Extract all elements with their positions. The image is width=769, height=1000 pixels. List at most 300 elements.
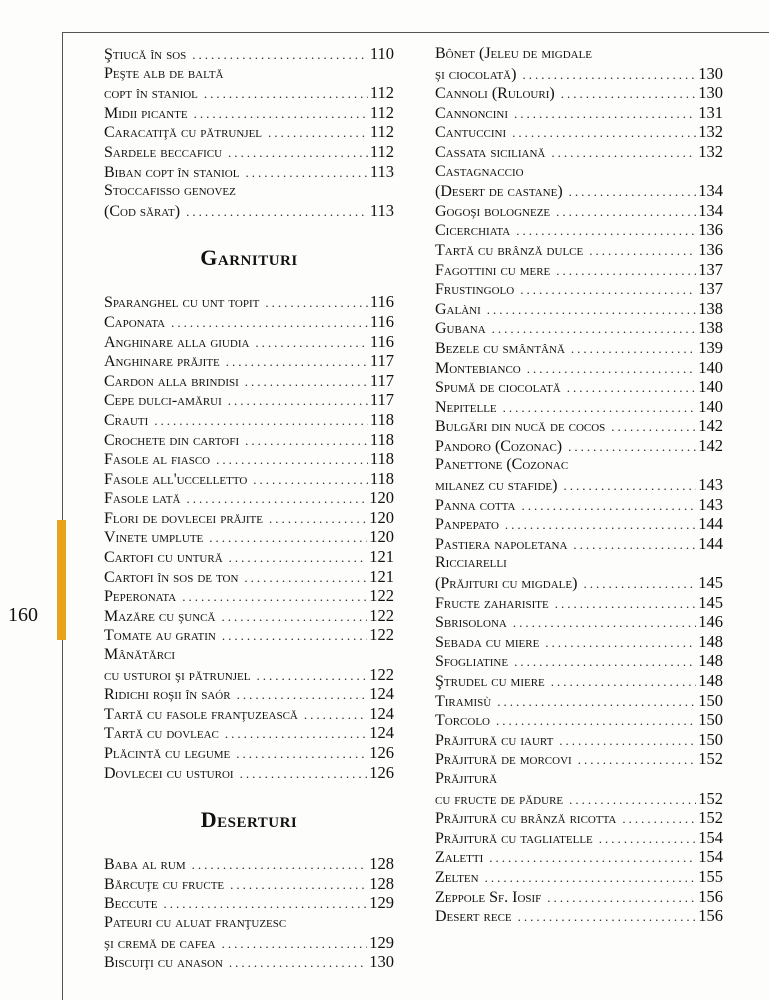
entry-title: Zaletti (435, 849, 484, 867)
entry-title: Castagnaccio (435, 162, 524, 180)
toc-entry (435, 573, 723, 593)
toc-entry (435, 553, 723, 573)
entry-page-number: 152 (698, 749, 723, 769)
entry-title: Anghinare prăjite (104, 353, 220, 371)
toc-entry (435, 593, 723, 613)
entry-title: Pastiera napoletana (435, 535, 568, 553)
dot-leader (186, 489, 367, 509)
section-deserturi-list (104, 854, 394, 972)
entry-title: Biscuiţi cu anason (104, 954, 223, 972)
toc-entry (104, 201, 394, 221)
entry-title: Cartofi în sos de ton (104, 568, 239, 586)
toc-entry (435, 534, 723, 554)
entry-title: Sebada cu miere (435, 633, 540, 651)
entry-title: Vinete umplute (104, 529, 204, 547)
dot-leader (269, 509, 367, 529)
dot-leader (237, 685, 368, 705)
toc-entry (104, 893, 394, 913)
dot-leader (236, 744, 367, 764)
dot-leader (216, 450, 368, 470)
frame-top-border (62, 32, 769, 33)
toc-entry (104, 181, 394, 201)
entry-page-number: 128 (369, 854, 394, 874)
entry-title: Ricciarelli (435, 554, 507, 572)
toc-entry (435, 162, 723, 182)
entry-page-number: 124 (369, 703, 394, 723)
entry-page-number: 150 (698, 690, 723, 710)
entry-title: Caracatiţă cu pătrunjel (104, 124, 263, 142)
dot-leader (256, 666, 367, 686)
entry-page-number: 140 (698, 357, 723, 377)
entry-title: Anghinare alla giudia (104, 333, 250, 351)
toc-entry (104, 625, 394, 645)
dot-leader (512, 123, 696, 143)
entry-page-number: 122 (369, 586, 394, 606)
heading-deserturi: Deserturi (200, 807, 298, 833)
entry-page-number: 138 (698, 318, 723, 338)
entry-page-number: 144 (698, 514, 723, 534)
dot-leader (492, 319, 697, 339)
entry-title: Fructe zaharisite (435, 594, 549, 612)
entry-page-number: 122 (369, 625, 394, 645)
toc-entry (104, 606, 394, 626)
entry-title: Spumă de ciocolată (435, 379, 561, 397)
dot-leader (228, 391, 368, 411)
toc-entry (104, 567, 394, 587)
toc-entry (435, 514, 723, 534)
dot-leader (578, 750, 697, 770)
toc-entry (104, 430, 394, 450)
toc-entry (435, 455, 723, 475)
dot-leader (521, 496, 696, 516)
dot-leader (545, 633, 696, 653)
entry-title: Sbrisolona (435, 614, 507, 632)
dot-leader (555, 594, 697, 614)
entry-title: Bărcuţe cu fructe (104, 875, 225, 893)
dot-leader (192, 45, 368, 65)
dot-leader (163, 894, 367, 914)
entry-page-number: 128 (369, 873, 394, 893)
entry-title: Crochete din cartofi (104, 431, 240, 449)
entry-page-number: 112 (369, 102, 394, 122)
toc-entry (104, 64, 394, 84)
dot-leader (226, 352, 368, 372)
toc-entry (435, 808, 723, 828)
entry-page-number: 132 (698, 122, 723, 142)
toc-entry (104, 390, 394, 410)
left-column (104, 44, 394, 972)
toc-entry (435, 906, 723, 926)
entry-page-number: 126 (369, 743, 394, 762)
dot-leader (245, 372, 368, 392)
entry-page-number: 121 (369, 547, 394, 567)
entry-title: Cartofi cu untură (104, 549, 223, 567)
entry-page-number: 122 (369, 605, 394, 625)
toc-entry (104, 874, 394, 894)
toc-entry (435, 612, 723, 632)
entry-page-number: 118 (369, 409, 394, 429)
toc-entry (435, 828, 723, 848)
dot-leader (561, 84, 697, 104)
dot-leader (569, 182, 697, 202)
toc-entry (435, 358, 723, 378)
entry-page-number: 131 (698, 102, 723, 122)
entry-page-number: 122 (369, 664, 394, 684)
entry-title: Frustingolo (435, 281, 515, 299)
entry-page-number: 124 (369, 723, 394, 743)
entry-page-number: 113 (369, 200, 394, 220)
toc-entry (435, 318, 723, 338)
dot-leader (556, 202, 696, 222)
toc-entry (104, 645, 394, 665)
entry-title: Zeppole Sf. Iosif (435, 888, 542, 906)
toc-entry (435, 299, 723, 319)
entry-title: Gogoşi bologneze (435, 202, 551, 220)
entry-title: Dovlecei cu usturoi (104, 764, 234, 782)
entry-title: Sparanghel cu unt topit (104, 294, 260, 312)
entry-page-number: 142 (698, 435, 723, 455)
toc-entry (104, 351, 394, 371)
entry-page-number: 130 (698, 63, 723, 83)
entry-page-number: 118 (369, 468, 394, 488)
dot-leader (192, 855, 368, 875)
dot-leader (589, 241, 696, 261)
entry-title: Sfogliatine (435, 653, 509, 671)
toc-entry (104, 142, 394, 162)
dot-leader (514, 652, 696, 672)
toc-entry (104, 508, 394, 528)
dot-leader (503, 398, 697, 418)
entry-title: Prăjitură cu brânză ricotta (435, 810, 617, 828)
dot-leader (611, 417, 696, 437)
entry-title: milanez cu stafide) (435, 477, 558, 495)
dot-leader (240, 764, 368, 784)
entry-page-number: 143 (698, 475, 723, 495)
entry-page-number: 145 (698, 573, 723, 593)
dot-leader (229, 548, 368, 568)
dot-leader (171, 313, 368, 333)
toc-entry (104, 743, 394, 763)
entry-title: Panettone (Cozonac (435, 456, 569, 474)
toc-entry (435, 338, 723, 358)
dot-leader (222, 934, 368, 954)
section-fish-list (104, 44, 394, 220)
dot-leader (518, 907, 697, 927)
entry-page-number: 130 (369, 952, 394, 972)
entry-title: Peşte alb de baltă (104, 64, 224, 82)
dot-leader (186, 202, 368, 222)
toc-entry (435, 142, 723, 162)
dot-leader (583, 574, 696, 594)
entry-title: Prăjitură cu tagliatelle (435, 829, 593, 847)
entry-title: Nepitelle (435, 398, 497, 416)
entry-title: Fagottini cu mere (435, 261, 551, 279)
toc-entry (435, 279, 723, 299)
toc-entry (435, 730, 723, 750)
dot-leader (513, 613, 696, 633)
dot-leader (527, 359, 697, 379)
entry-title: Galàni (435, 300, 481, 318)
entry-page-number: 137 (698, 259, 723, 279)
toc-entry (104, 586, 394, 606)
entry-page-number: 124 (369, 684, 394, 704)
entry-title: Cannoncini (435, 104, 508, 122)
entry-title: Tiramisù (435, 692, 492, 710)
entry-title: Peperonata (104, 588, 177, 606)
dot-leader (505, 515, 696, 535)
entry-page-number: 156 (698, 886, 723, 906)
toc-entry (435, 436, 723, 456)
toc-entry (104, 292, 394, 312)
entry-title: Crauti (104, 411, 149, 429)
dot-leader (556, 261, 696, 281)
entry-title: Prăjitură cu iaurt (435, 731, 554, 749)
toc-entry (104, 162, 394, 182)
toc-entry (435, 632, 723, 652)
dot-leader (245, 431, 368, 451)
entry-page-number: 145 (698, 592, 723, 612)
entry-title: Prăjitură (435, 769, 498, 787)
entry-title: Tartă cu dovleac (104, 725, 219, 743)
dot-leader (228, 143, 368, 163)
entry-title: Biban copt în staniol (104, 163, 240, 181)
toc-entry (104, 312, 394, 332)
entry-page-number: 118 (369, 429, 394, 449)
dot-leader (496, 711, 696, 731)
entry-page-number: 112 (369, 141, 394, 161)
toc-entry (435, 103, 723, 123)
dot-leader (265, 293, 368, 313)
dot-leader (485, 868, 697, 888)
toc-entry (435, 710, 723, 730)
entry-title: Panpepato (435, 516, 499, 534)
entry-page-number: 120 (369, 507, 394, 527)
page-number: 160 (8, 604, 38, 626)
dot-leader (522, 65, 696, 85)
entry-title: copt în staniol (104, 85, 198, 103)
entry-page-number: 136 (698, 220, 723, 240)
toc-entry (104, 44, 394, 64)
entry-title: Fasole al fiasco (104, 451, 211, 469)
dot-leader (551, 143, 696, 163)
entry-title: Prăjitură de morcovi (435, 751, 572, 769)
toc-entry (104, 527, 394, 547)
entry-page-number: 150 (698, 710, 723, 730)
dot-leader (244, 568, 367, 588)
entry-page-number: 113 (369, 161, 394, 181)
toc-entry (104, 449, 394, 469)
entry-title: şi ciocolată) (435, 65, 517, 83)
entry-page-number: 130 (698, 83, 723, 103)
entry-title: Cannoli (Rulouri) (435, 85, 555, 103)
entry-page-number: 154 (698, 847, 723, 867)
dot-leader (154, 411, 368, 431)
entry-page-number: 137 (698, 279, 723, 299)
dot-leader (516, 221, 696, 241)
entry-title: Plăcintă cu legume (104, 745, 231, 762)
entry-title: Zelten (435, 868, 479, 886)
entry-title: Montebianco (435, 359, 521, 377)
toc-entry (435, 83, 723, 103)
toc-entry (435, 691, 723, 711)
toc-entry (104, 763, 394, 783)
entry-title: Ştiucă în sos (104, 46, 187, 63)
entry-page-number: 117 (369, 370, 394, 390)
entry-title: Cardon alla brindisi (104, 372, 239, 390)
toc-entry (104, 704, 394, 724)
dot-leader (222, 626, 367, 646)
entry-title: Mazăre cu şuncă (104, 607, 216, 625)
entry-title: (Prăjituri cu migdale) (435, 575, 578, 593)
entry-title: Fasole lată (104, 490, 181, 508)
heading-garnituri: Garnituri (200, 245, 298, 271)
entry-title: Pandoro (Cozonac) (435, 437, 563, 455)
dot-leader (229, 953, 367, 973)
entry-title: Tartă cu fasole franţuzească (104, 705, 298, 723)
entry-page-number: 144 (698, 533, 723, 553)
entry-title: Fasole all'uccelletto (104, 470, 248, 488)
dot-leader (551, 672, 696, 692)
entry-title: Desert rece (435, 908, 512, 926)
right-column (435, 44, 723, 926)
entry-page-number: 140 (698, 396, 723, 416)
toc-entry (435, 887, 723, 907)
dot-leader (230, 875, 367, 895)
entry-page-number: 112 (369, 83, 394, 103)
dot-leader (571, 339, 696, 359)
frame-left-border (62, 32, 63, 1000)
toc-entry (104, 469, 394, 489)
toc-entry (435, 867, 723, 887)
dot-leader (497, 692, 696, 712)
dot-leader (245, 163, 367, 183)
dot-leader (255, 333, 367, 353)
entry-title: Mânătărci (104, 646, 176, 664)
entry-page-number: 116 (369, 292, 394, 312)
entry-page-number: 143 (698, 494, 723, 514)
entry-page-number: 116 (369, 331, 394, 351)
toc-entry (435, 44, 723, 64)
entry-page-number: 134 (698, 200, 723, 220)
entry-title: Cicerchiata (435, 222, 511, 240)
dot-leader (547, 888, 696, 908)
toc-entry (435, 377, 723, 397)
entry-page-number: 150 (698, 729, 723, 749)
entry-page-number: 140 (698, 377, 723, 397)
entry-title: (Desert de castane) (435, 183, 563, 201)
toc-entry (435, 181, 723, 201)
entry-page-number: 152 (698, 788, 723, 808)
entry-page-number: 156 (698, 906, 723, 926)
entry-page-number: 134 (698, 181, 723, 201)
toc-entry (104, 103, 394, 123)
entry-page-number: 154 (698, 827, 723, 847)
entry-title: Flori de dovlecei prăjite (104, 509, 263, 527)
toc-entry (104, 684, 394, 704)
entry-title: Caponata (104, 313, 166, 331)
toc-entry (435, 769, 723, 789)
dot-leader (268, 123, 368, 143)
dot-leader (304, 705, 367, 725)
dot-leader (599, 829, 696, 849)
entry-page-number: 129 (369, 893, 394, 913)
entry-title: Torcolo (435, 712, 490, 730)
toc-entry (435, 749, 723, 769)
entry-page-number: 116 (369, 311, 394, 331)
entry-page-number: 117 (369, 390, 394, 410)
toc-entry (104, 913, 394, 933)
entry-title: Cepe dulci-amărui (104, 392, 222, 410)
entry-title: Stoccafisso genovez (104, 182, 236, 200)
toc-entry (435, 475, 723, 495)
entry-page-number: 120 (369, 488, 394, 508)
dot-leader (221, 607, 367, 627)
entry-title: Midii picante (104, 104, 188, 122)
entry-page-number: 139 (698, 337, 723, 357)
toc-entry (104, 332, 394, 352)
section-desserts-continued (435, 44, 723, 926)
toc-entry (435, 240, 723, 260)
toc-entry (435, 671, 723, 691)
dot-leader (622, 809, 696, 829)
dot-leader (563, 476, 696, 496)
toc-entry (435, 201, 723, 221)
entry-title: Tartă cu brânză dulce (435, 241, 584, 259)
entry-title: Ridichi roşii în saór (104, 686, 231, 704)
toc-entry (104, 665, 394, 685)
accent-bar (57, 520, 66, 640)
toc-entry (435, 495, 723, 515)
entry-title: Beccute (104, 895, 158, 913)
toc-entry (435, 416, 723, 436)
entry-title: Cantuccini (435, 124, 507, 142)
dot-leader (194, 104, 368, 124)
entry-page-number: 142 (698, 416, 723, 436)
dot-leader (182, 587, 367, 607)
entry-title: (Cod sărat) (104, 202, 181, 220)
entry-page-number: 117 (369, 351, 394, 371)
entry-page-number: 138 (698, 298, 723, 318)
dot-leader (567, 378, 697, 398)
dot-leader (514, 104, 696, 124)
toc-entry (435, 64, 723, 84)
toc-entry (104, 410, 394, 430)
entry-page-number: 118 (369, 449, 394, 469)
entry-title: şi cremă de cafea (104, 934, 216, 952)
toc-entry (104, 371, 394, 391)
entry-page-number: 110 (369, 44, 394, 63)
entry-title: Gubana (435, 320, 486, 338)
toc-entry (435, 260, 723, 280)
toc-entry (435, 847, 723, 867)
entry-title: cu usturoi şi pătrunjel (104, 666, 251, 684)
dot-leader (209, 528, 367, 548)
entry-page-number: 148 (698, 651, 723, 671)
toc-entry (435, 651, 723, 671)
entry-page-number: 155 (698, 866, 723, 886)
dot-leader (489, 848, 696, 868)
entry-title: Sardele beccaficu (104, 143, 223, 161)
entry-page-number: 136 (698, 239, 723, 259)
entry-page-number: 148 (698, 631, 723, 651)
dot-leader (559, 731, 696, 751)
dot-leader (568, 437, 696, 457)
entry-page-number: 129 (369, 932, 394, 952)
entry-page-number: 121 (369, 566, 394, 586)
entry-title: cu fructe de pădure (435, 790, 564, 808)
entry-page-number: 112 (369, 122, 394, 142)
entry-title: Panna cotta (435, 496, 516, 514)
